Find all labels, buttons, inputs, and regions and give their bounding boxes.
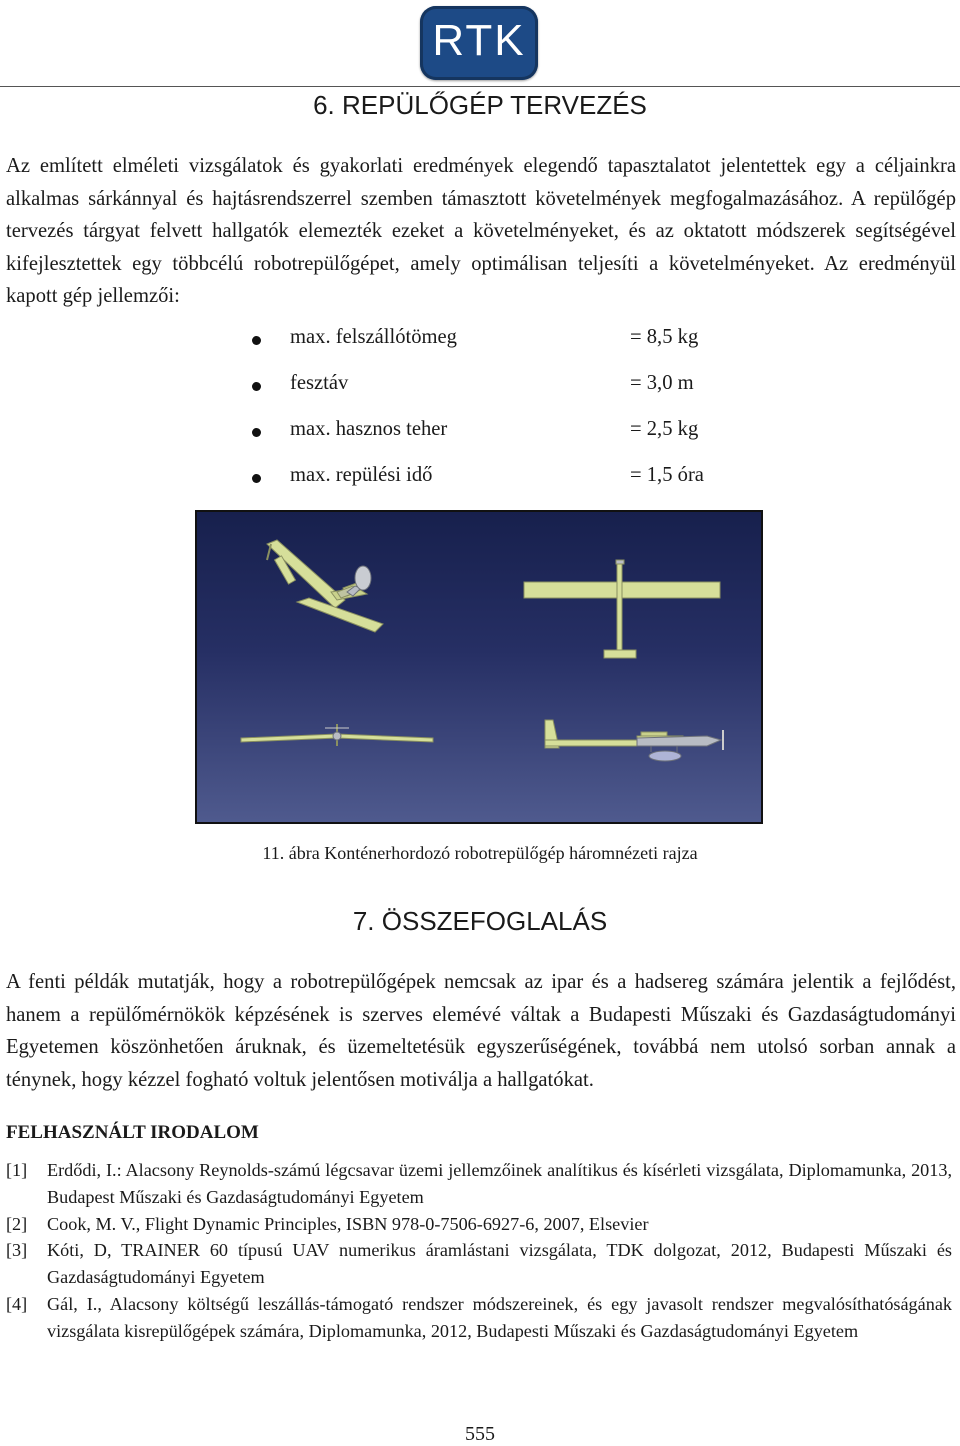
side-view-fuselage	[637, 736, 721, 761]
figure-caption: 11. ábra Konténerhordozó robotrepülőgép háromnézeti rajza	[262, 843, 698, 863]
three-view-drawing-figure	[195, 510, 763, 824]
bullet-icon	[252, 428, 261, 437]
bullet-icon	[252, 474, 261, 483]
logo-text: RTK	[432, 16, 526, 65]
spec-label: max. felszállótömeg	[290, 326, 457, 348]
section-6-paragraph: Az említett elméleti vizsgálatok és gyakorlati eredmények elegendő tapasztalatot jelentettek egy a céljainkra alkalmas sárkánnyal és hajtásrendszerrel szemben támasztott követelmények megfogalmazásához. A repülőgép tervezés tárgyat felvett hallgatók elemezték ezeket a követelményeket, és az oktatott módszerek segítségével kifejlesztettek egy többcélú robotrepülőgépet, amely optimálisan teljesíti a követelményeket. Az eredményül kapott gép jellemzői:	[6, 155, 956, 307]
section-7-paragraph: A fenti példák mutatják, hogy a robotrepülőgépek nemcsak az ipar és a hadsereg számára jelentik a fejlődést, hanem a repülőmérnökök képzésének is szerves elemévé váltak a Budapesti Műszaki és Gazdaságtudományi Egyetemen köszönhetően áruknak, és üzemeltetésük egyszerűségének, továbbá nem utolsó sorban annak a ténynek, hogy kézzel fogható voltuk jelentősen motiválja a hallgatókat.	[6, 971, 956, 1091]
reference-item	[6, 1291, 952, 1345]
reference-text: Erdődi, I.: Alacsony Reynolds-számú légcsavar üzemi jellemzőinek analítikus és kísérleti vizsgálata, Diplomamunka, 2013, Budapest Műszaki és Gazdaságtudományi Egyetem	[47, 1160, 952, 1207]
reference-list	[6, 1157, 952, 1345]
reference-item	[6, 1211, 952, 1238]
spec-value: = 2,5 kg	[630, 418, 699, 440]
reference-text: Gál, I., Alacsony költségű leszállás-támogató rendszer módszereinek, és egy javasolt rendszer megvalósíthatóságának vizsgálata kisrepülőgépek számára, Diplomamunka, 2012, Budapesti Műszaki és Gazdaságtudományi Egyetem	[47, 1293, 952, 1341]
spec-label: max. hasznos teher	[290, 418, 448, 440]
reference-item	[6, 1157, 952, 1211]
rtk-logo	[420, 6, 538, 80]
header-divider	[0, 86, 960, 87]
section-7-title: 7. ÖSSZEFOGLALÁS	[352, 906, 608, 936]
bullet-icon	[252, 382, 261, 391]
spec-label: max. repülési idő	[290, 464, 433, 486]
reference-number: [4]	[6, 1293, 28, 1314]
aircraft-three-view-image	[197, 512, 761, 822]
spec-label: fesztáv	[290, 372, 349, 394]
spec-value: = 8,5 kg	[630, 326, 699, 348]
reference-number: [3]	[6, 1240, 28, 1261]
reference-text: Cook, M. V., Flight Dynamic Principles, ISBN 978-0-7506-6927-6, 2007, Elsevier	[47, 1213, 649, 1234]
spec-value: = 3,0 m	[630, 372, 694, 394]
top-view	[524, 560, 720, 658]
reference-text: Kóti, D, TRAINER 60 típusú UAV numerikus áramlástani vizsgálata, TDK dolgozat, 2012, Budapesti Műszaki és Gazdaságtudományi Egyetem	[47, 1240, 952, 1288]
bullet-icon	[252, 336, 261, 345]
section-6-title: 6. REPÜLŐGÉP TERVEZÉS	[313, 90, 647, 120]
reference-number: [1]	[6, 1160, 28, 1180]
spec-value: = 1,5 óra	[630, 464, 704, 486]
page-number: 555	[465, 1423, 495, 1445]
reference-number: [2]	[6, 1213, 28, 1234]
reference-item	[6, 1237, 952, 1291]
references-heading: FELHASZNÁLT IRODALOM	[6, 1122, 259, 1143]
